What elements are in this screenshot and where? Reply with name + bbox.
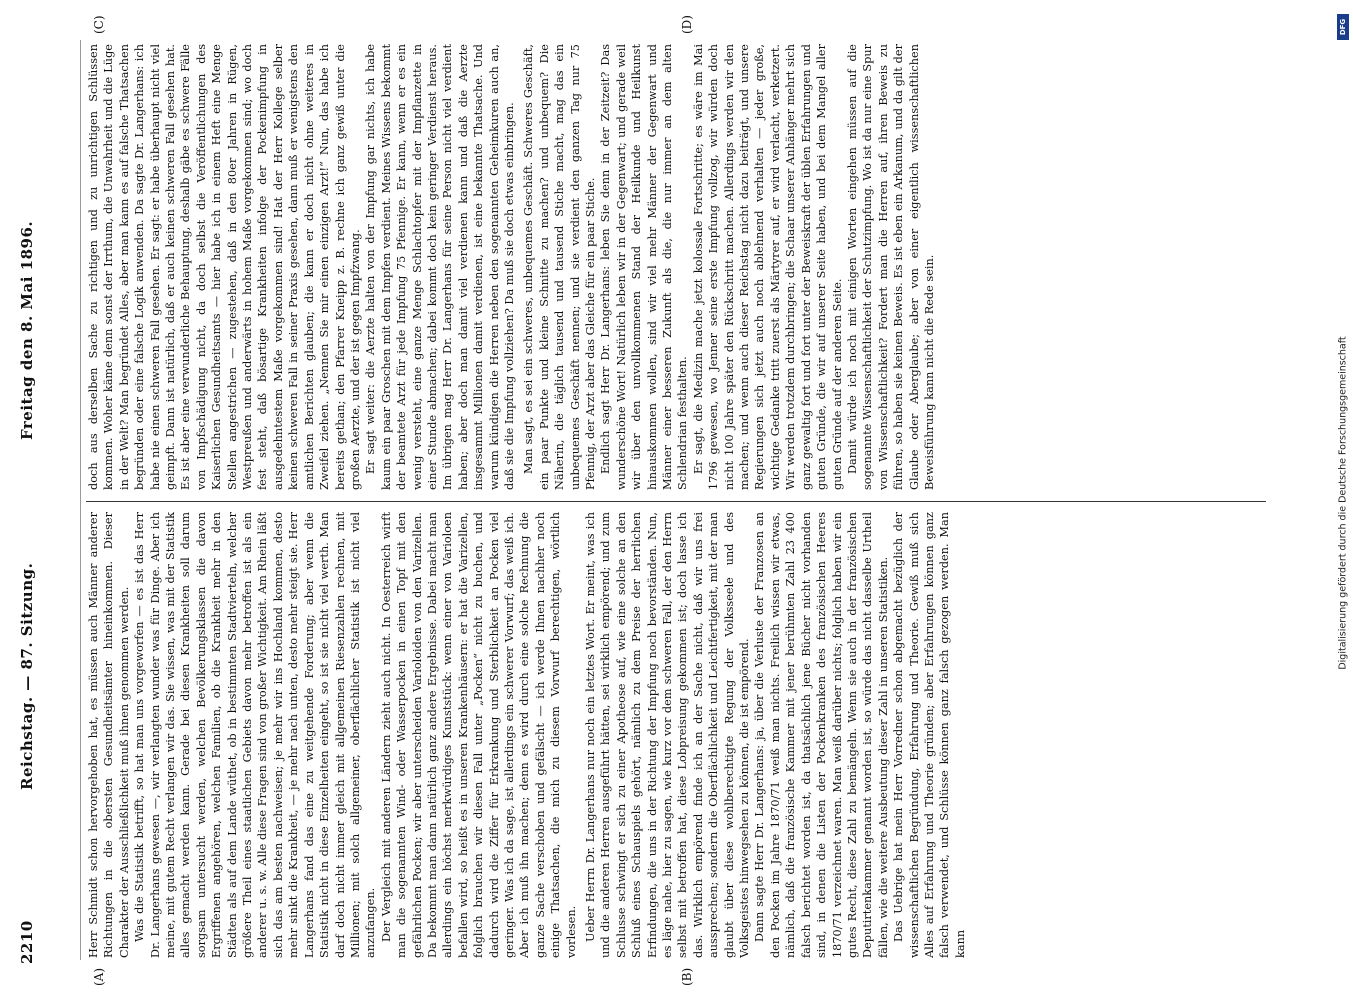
paragraph: Das Uebrige hat mein Herr Vorredner schon abgemacht bezüglich der wissenschaftlichen Begründung, Erfahrung und Theorie. Gewiß muß sich Alles auf Erfahrung und Theorie gründen; aber Erfahrungen können ganz falsch verwendet, und Schlüsse können ganz falsch gezogen werden. Man kann xyxy=(892,512,967,958)
right-running-title: Freitag den 8. Mai 1896. xyxy=(18,220,36,440)
paragraph: Herr Schmidt schon hervorgehoben hat, es müssen auch Männer anderer Richtungen in die obersten Gesundheitsämter hineinkommen. Dieser Charakter der Ausschließlichkeit muß ihnen genommen werden. xyxy=(87,512,131,958)
paragraph: Dann sagte Herr Dr. Langerhans: ja, über die Verluste der Franzosen an den Pocken im Jahre 1870/71 weiß man nichts. Freilich wissen wir etwas, nämlich, daß die französische Kammer mit jener berühmten Zahl 23 400 falsch berichtet worden ist, da thatsächlich jene Bücher nicht vorhanden sind, in denen die Listen der Pockenkranken des französischen Heeres 1870/71 verzeichnet waren. Man weiß darüber nichts; folglich haben wir ein gutes Recht, diese Zahl zu bemängeln. Wenn sie auch in der französischen Deputirtenkammer genannt worden ist, so würde das nicht dasselbe Urtheil fällen, wie die weitere Ausbeutung dieser Zahl in unseren Statistiken. xyxy=(753,512,890,958)
left-running-title: Reichstag. — 87. Sitzung. xyxy=(18,562,36,790)
right-text-column xyxy=(86,44,1266,490)
paragraph: Was die Statistik betrifft, so hat man uns vorgeworfen — es ist das Herr Dr. Langerhans gewesen —, wir verlangten wunder was für Dinge. Aber ich meine, mit gutem Recht verlangen wir das. Sie wissen, was mit der Statistik alles gemacht werden kann. Gerade bei diesen Krankheiten soll darum sorgsam untersucht werden, welchen Bevölkerungsklassen die davon Ergriffenen angehören, welchen Familien, ob die Krankheit mehr in den Städten als auf dem Lande wüthet, ob in bestimmten Stadtvierteln, welcher größere Theil eines staatlichen Gebiets davon mehr betroffen ist als ein anderer u. s. w. Alle diese Fragen sind von großer Wichtigkeit. Am Rhein läßt sich das am besten nachweisen; je mehr wir ins Hochland kommen, desto mehr sinkt die Krankheit, — je mehr nach unten, desto mehr steigt sie. Herr Langerhans fand das eine zu weitgehende Forderung; aber wenn die Statistik nicht in diese Einzelheiten eingeht, so ist sie nicht viel werth. Man darf doch nicht immer gleich mit allgemeinen Riesenzahlen rechnen, mit Millionen; mit solch allgemeiner, oberflächlicher Statistik ist nicht viel anzufangen. xyxy=(133,512,378,958)
margin-mark-d: (D) xyxy=(680,15,694,34)
paragraph: Damit würde ich noch mit einigen Worten eingehen müssen auf die sogenannte Wissenschaftlichkeit der Schutzimpfung. Wo ist da nur eine Spur von Wissenschaftlichkeit? Fordert man die Herren auf, ihren Beweis zu führen, so haben sie keinen Beweis. Es ist eben ein Arkanum, und da gilt der Glaube oder Aberglaube; aber von einer eigentlich wissenschaftlichen Beweisführung kann nicht die Rede sein. xyxy=(845,44,936,490)
margin-mark-a: (A) xyxy=(92,967,106,986)
paragraph: Endlich sagt Herr Dr. Langerhans: leben Sie denn in der Zeitzeit? Das wunderschöne Wort! Natürlich leben wir in der Gegenwart; und gerade weil wir über den unvollkommenen Stand der Heilkunde und Heilkunst hinauskommen wollen, sind wir viel mehr Männer der Gegenwart und Männer einer besseren Zukunft als die, die nur immer an dem alten Schlendrian festhalten. xyxy=(599,44,690,490)
paragraph: Der Vergleich mit anderen Ländern zieht auch nicht. In Oesterreich wirft man die sogenannten Wind- oder Wasserpocken in einen Topf mit den gefährlichen Pocken; wir aber unterscheiden Varioloiden von den Varizellen. Da bekommt man dann natürlich ganz andere Ergebnisse. Dabei macht man allerdings ein höchst merkwürdiges Kunststück: wenn einer von Varioloen befallen wird, so heißt es in unseren Krankenhäusern: er hat die Varizellen, folglich brauchen wir diesen Fall unter „Pocken“ nicht zu buchen, und dadurch wird die Ziffer für Erkrankung und Sterblichkeit an Pocken viel geringer. Was ich da sage, ist allerdings ein schwerer Vorwurf; das weiß ich. Aber ich muß ihn machen; denn es wird durch eine solche Rechnung die ganze Sache verschoben und gefälscht — ich werde Ihnen nachher noch einige Thatsachen, die mich zu diesem Vorwurf berechtigen, wörtlich vorlesen. xyxy=(379,512,578,958)
paragraph: Man sagt, es sei ein schweres, unbequemes Geschäft. Schweres Geschäft, ein paar Punkte und kleine Schnitte zu machen? und unbequem? Die Näherin, die täglich tausend und tausend Stiche macht, mag das ein unbequemes Geschäft nennen; und sie verdient den ganzen Tag nur 75 Pfennig, der Arzt aber das Gleiche für ein paar Stiche. xyxy=(522,44,597,490)
paragraph: Er sagt, die Medizin mache jetzt kolossale Fortschritte; es wäre im Mai 1796 gewesen, wo Jenner seine erste Impfung vollzog, wir würden doch nicht 100 Jahre später den Rückschritt machen. Allerdings werden wir den machen; und wenn auch dieser Reichstag nicht dazu beiträgt, und unsere Regierungen sich jetzt auch noch ablehnend verhalten — jeder große, wichtige Gedanke tritt zuerst als Märtyrer auf, er wird verlacht, verketzert. Wir werden trotzdem durchbringen; die Schaar unserer Anhänger mehrt sich ganz gewaltig fort und fort unter der Beweiskraft der üblen Erfahrungen und guten Gründe, die wir auf unserer Seite haben, und bei dem Mangel aller guten Gründe auf der anderen Seite. xyxy=(691,44,844,490)
dfg-logo-icon: DFG xyxy=(1337,14,1349,40)
margin-mark-b: (B) xyxy=(680,967,694,986)
digitization-note: Digitalisierung gefördert durch die Deutsche Forschungsgemeinschaft xyxy=(1337,336,1349,670)
column-divider xyxy=(86,501,1266,502)
left-text-column xyxy=(86,512,1266,958)
paragraph: doch aus derselben Sache zu richtigen und zu unrichtigen Schlüssen kommen. Woher käme denn sonst der Irrthum, die Unwahrheit und die Lüge in der Welt? Man begründet Alles, aber man kann es auf falsche Thatsachen begründen oder eine falsche Logik anwenden. Da sagte Dr. Langerhans: ich habe nie einen schweren Fall gesehen. Er sagt: er habe überhaupt nicht viel geimpft. Dann ist natürlich, daß er auch keinen schweren Fall gesehen hat. Es ist aber eine verwunderliche Behauptung, deshalb gäbe es schwere Fälle von Impfschädigung nicht, da doch selbst die Veröffentlichungen des Kaiserlichen Gesundheitsamts — hier habe ich in einem Heft eine Menge Stellen angestrichen — zugestehen, daß in den 80er Jahren in Rügen, Westpreußen und anderwärts in hohem Maße vorgekommen sind; wo doch fest steht, daß bösartige Krankheiten infolge der Pockenimpfung in ausgedehntestem Maße vorgekommen sind! Hat der Herr Kollege selber keinen schweren Fall in seiner Praxis gesehen, dann muß er wenigstens den amtlichen Berichten glauben; die kann er doch nicht ohne weiteres in Zweifel ziehen. „Nennen Sie mir einen einzigen Arzt!“ Nun, das habe ich bereits gethan; den Pfarrer Kneipp z. B. rechne ich ganz gewiß unter die großen Aerzte, und der ist gegen Impfzwang. xyxy=(87,44,362,490)
margin-mark-c: (C) xyxy=(92,15,106,34)
page-number: 2210 xyxy=(18,920,36,964)
digitization-credit xyxy=(1336,8,1350,998)
header-rule xyxy=(80,40,81,960)
paragraph: Er sagt weiter: die Aerzte halten von der Impfung gar nichts, ich habe kaum ein paar Groschen mit dem Impfen verdient. Meines Wissens bekommt der beamtete Arzt für jede Impfung 75 Pfennige. Er kann, wenn er es ein wenig versteht, eine ganze Menge Schlachtopfer mit der Impflanzette in einer Stunde abmachen; dabei kommt doch kein geringer Verdienst heraus. Im übrigen mag Herr Dr. Langerhans für seine Person nicht viel verdient haben; aber doch man damit viel verdienen kann und daß die Aerzte insgesammt Millionen damit verdienen, ist eine bekannte Thatsache. Und warum kündigen die Herren neben den sogenannten Geheimkuren auch an, daß sie die Impfung vollziehen? Da muß sie doch etwas einbringen. xyxy=(364,44,516,490)
paragraph: Ueber Herrn Dr. Langerhans nur noch ein letztes Wort. Er meint, was ich und die anderen Herren ausgeführt hätten, sei wirklich empörend; und zum Schlusse schwingt er sich zu einer Apotheose auf, wie eine solche an den Schluß eines Schauspiels gehört, nämlich zu dem Preise der herrlichen Erfindungen, die uns in der Richtung der Impfung noch bevorständen. Nun, es läge nahe, hier zu sagen, wie kurz vor dem schweren Fall, der den Herrn selbst mit betroffen hat, diese Lobpreisung gekommen ist; doch lasse ich das. Wirklich empörend finde ich an der Sache nicht, daß wir uns frei aussprechen; sondern die Oberflächlichkeit und Leichtfertigkeit, mit der man glaubt über diese wohlberechtigte Regung der Volksseele und des Volksgeistes hinwegsehen zu können, die ist empörend. xyxy=(584,512,752,958)
